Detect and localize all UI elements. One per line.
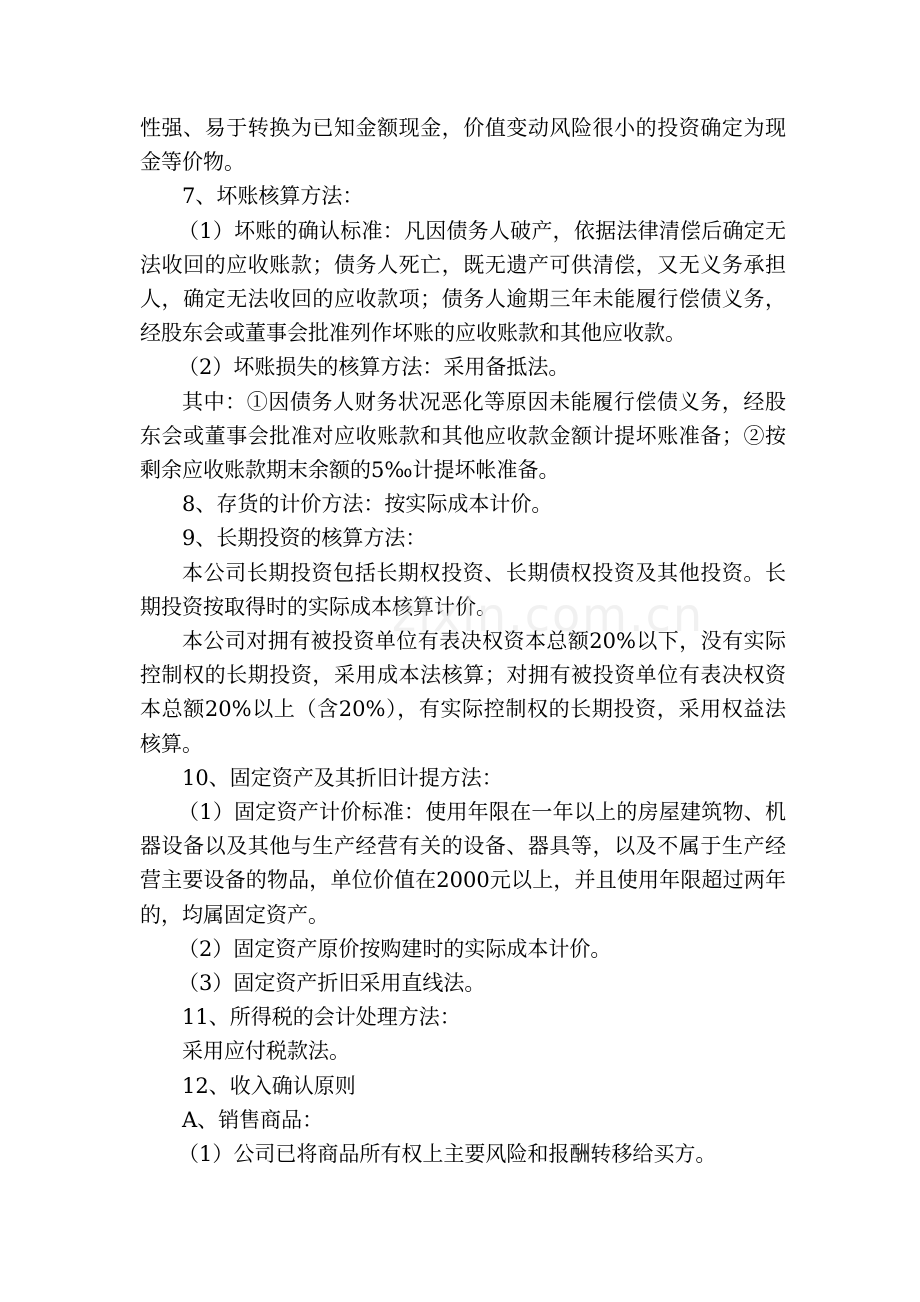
- watermark: zixin.com.cn: [392, 588, 705, 642]
- heading-fixed-assets-depreciation: 10、固定资产及其折旧计提方法：: [182, 765, 503, 790]
- paragraph-fixed-asset-depreciation: （3）固定资产折旧采用直线法。: [178, 971, 486, 996]
- paragraph-bad-debt-loss-method: （2）坏账损失的核算方法：采用备抵法。: [178, 355, 570, 380]
- paragraph-income-tax-method: 采用应付税款法。: [182, 1039, 350, 1064]
- paragraph-long-term-investment-methods: 本公司对拥有被投资单位有表决权资本总额20%以下，没有实际控制权的长期投资，采用成本法核算；对拥有被投资单位有表决权资本总额20%以上（含20%），有实际控制权的长期投资，采用权益法核算。: [140, 629, 786, 756]
- paragraph-cash-equivalents-continued: 性强、易于转换为已知金额现金，价值变动风险很小的投资确定为现金等价物。: [140, 116, 786, 175]
- paragraph-bad-debt-provision: 其中：①因债务人财务状况恶化等原因未能履行偿债义务，经股东会或董事会批准对应收账款和其他应收款金额计提坏账准备；②按剩余应收账款期末余额的5‰计提坏帐准备。: [140, 389, 786, 483]
- paragraph-risk-transfer: （1）公司已将商品所有权上主要风险和报酬转移给买方。: [178, 1142, 717, 1167]
- heading-long-term-investment: 9、长期投资的核算方法：: [182, 526, 427, 551]
- paragraph-bad-debt-criteria: （1）坏账的确认标准：凡因债务人破产，依据法律清偿后确定无法收回的应收账款；债务人死亡，既无遗产可供清偿，又无义务承担人，确定无法收回的应收款项；债务人逾期三年未能履行偿债义务，经股东会或董事会批准列作坏账的应收账款和其他应收款。: [140, 218, 786, 346]
- paragraph-long-term-investment-scope: 本公司长期投资包括长期权投资、长期债权投资及其他投资。长期投资按取得时的实际成本核算计价。: [140, 560, 786, 619]
- heading-sales-of-goods: A、销售商品：: [182, 1107, 324, 1132]
- heading-revenue-recognition: 12、收入确认原则: [182, 1073, 356, 1098]
- heading-income-tax: 11、所得税的会计处理方法：: [182, 1005, 461, 1030]
- paragraph-fixed-asset-cost: （2）固定资产原价按购建时的实际成本计价。: [178, 936, 612, 961]
- heading-inventory-valuation: 8、存货的计价方法：按实际成本计价。: [182, 492, 553, 517]
- heading-bad-debt-method: 7、坏账核算方法：: [182, 184, 364, 209]
- document-body: [140, 111, 786, 1171]
- paragraph-fixed-asset-criteria: （1）固定资产计价标准：使用年限在一年以上的房屋建筑物、机器设备以及其他与生产经营有关的设备、器具等，以及不属于生产经营主要设备的物品，单位价值在2000元以上，并且使用年限超过两年的，均属固定资产。: [140, 800, 786, 927]
